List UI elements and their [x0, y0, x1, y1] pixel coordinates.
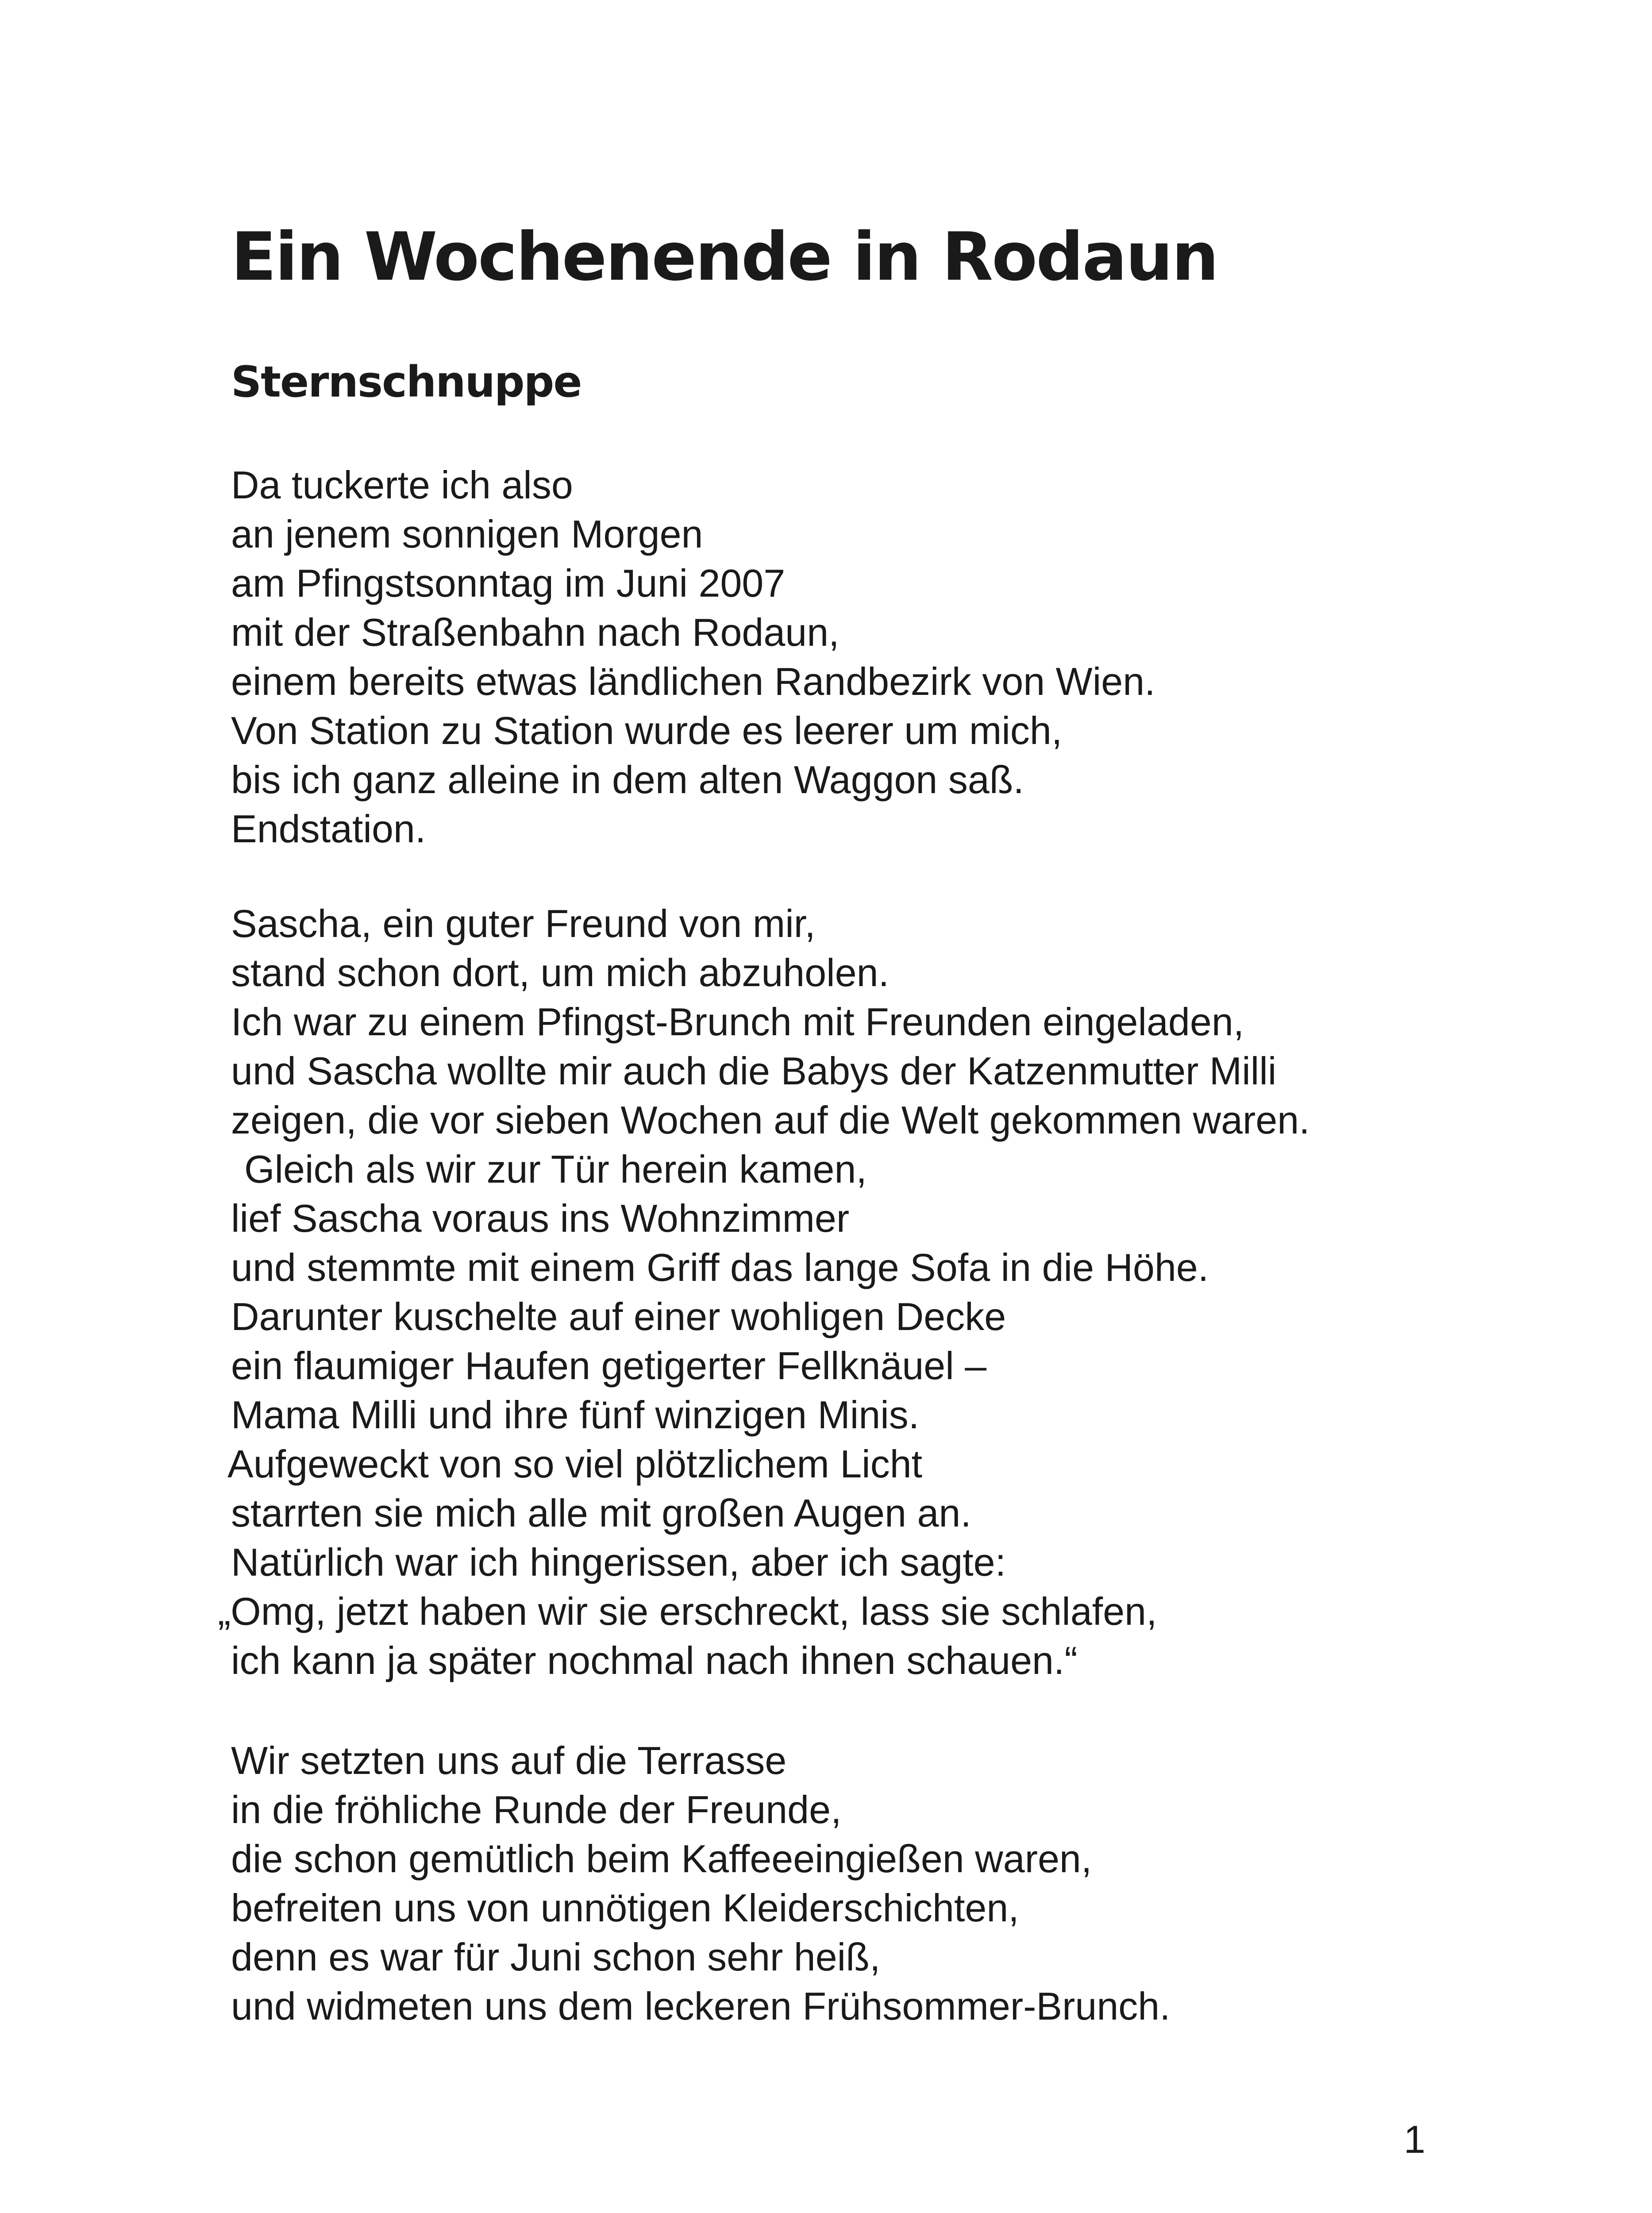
poem-line: Natürlich war ich hingerissen, aber ich sagte: [231, 1540, 1006, 1584]
poem-line: an jenem sonnigen Morgen [231, 512, 703, 556]
poem-line: und widmeten uns dem leckeren Frühsommer-Brunch. [231, 1984, 1171, 2028]
poem-line: und stemmte mit einem Griff das lange Sofa in die Höhe. [231, 1245, 1209, 1289]
poem-line: bis ich ganz alleine in dem alten Waggon saß. [231, 758, 1024, 802]
poem-stanza-3 [231, 1736, 1171, 2031]
poem-line: Wir setzten uns auf die Terrasse [231, 1739, 787, 1782]
poem-line: die schon gemütlich beim Kaffeeeingießen waren, [231, 1837, 1092, 1881]
page-title: Ein Wochenende in Rodaun [231, 219, 1218, 296]
poem-line: Mama Milli und ihre fünf winzigen Minis. [231, 1393, 920, 1437]
poem-stanza-1 [231, 460, 1155, 853]
poem-line: lief Sascha voraus ins Wohnzimmer [231, 1196, 850, 1240]
poem-line: Aufgeweckt von so viel plötzlichem Licht [227, 1442, 923, 1486]
poem-line: mit der Straßenbahn nach Rodaun, [231, 610, 839, 654]
poem-line: Sascha, ein guter Freund von mir, [231, 902, 816, 945]
poem-line: Endstation. [231, 807, 426, 851]
poem-line: ich kann ja später nochmal nach ihnen schauen.“ [231, 1639, 1078, 1682]
poem-line: ein flaumiger Haufen getigerter Fellknäuel – [231, 1344, 987, 1388]
poem-line: Darunter kuschelte auf einer wohligen Decke [231, 1295, 1006, 1338]
poem-line: Da tuckerte ich also [231, 463, 573, 507]
page-number: 1 [1404, 2117, 1425, 2161]
poem-line: stand schon dort, um mich abzuholen. [231, 951, 890, 995]
poem-line: zeigen, die vor sieben Wochen auf die Welt gekommen waren. [231, 1098, 1310, 1142]
poem-line: Gleich als wir zur Tür herein kamen, [244, 1147, 867, 1191]
poem-line: Ich war zu einem Pfingst-Brunch mit Freunden eingeladen, [231, 1000, 1244, 1044]
poem-stanza-2 [218, 899, 1310, 1685]
poem-line: am Pfingstsonntag im Juni 2007 [231, 561, 786, 605]
section-subtitle: Sternschnuppe [231, 357, 581, 407]
poem-line: und Sascha wollte mir auch die Babys der Katzenmutter Milli [231, 1049, 1277, 1093]
poem-line: in die fröhliche Runde der Freunde, [231, 1788, 842, 1831]
poem-line: Von Station zu Station wurde es leerer um mich, [231, 709, 1063, 752]
poem-line: einem bereits etwas ländlichen Randbezirk von Wien. [231, 659, 1155, 703]
poem-line: starrten sie mich alle mit großen Augen an. [231, 1491, 971, 1535]
poem-line: befreiten uns von unnötigen Kleiderschichten, [231, 1886, 1019, 1930]
poem-line: „Omg, jetzt haben wir sie erschreckt, lass sie schlafen, [218, 1589, 1157, 1633]
poem-line: denn es war für Juni schon sehr heiß, [231, 1935, 881, 1979]
